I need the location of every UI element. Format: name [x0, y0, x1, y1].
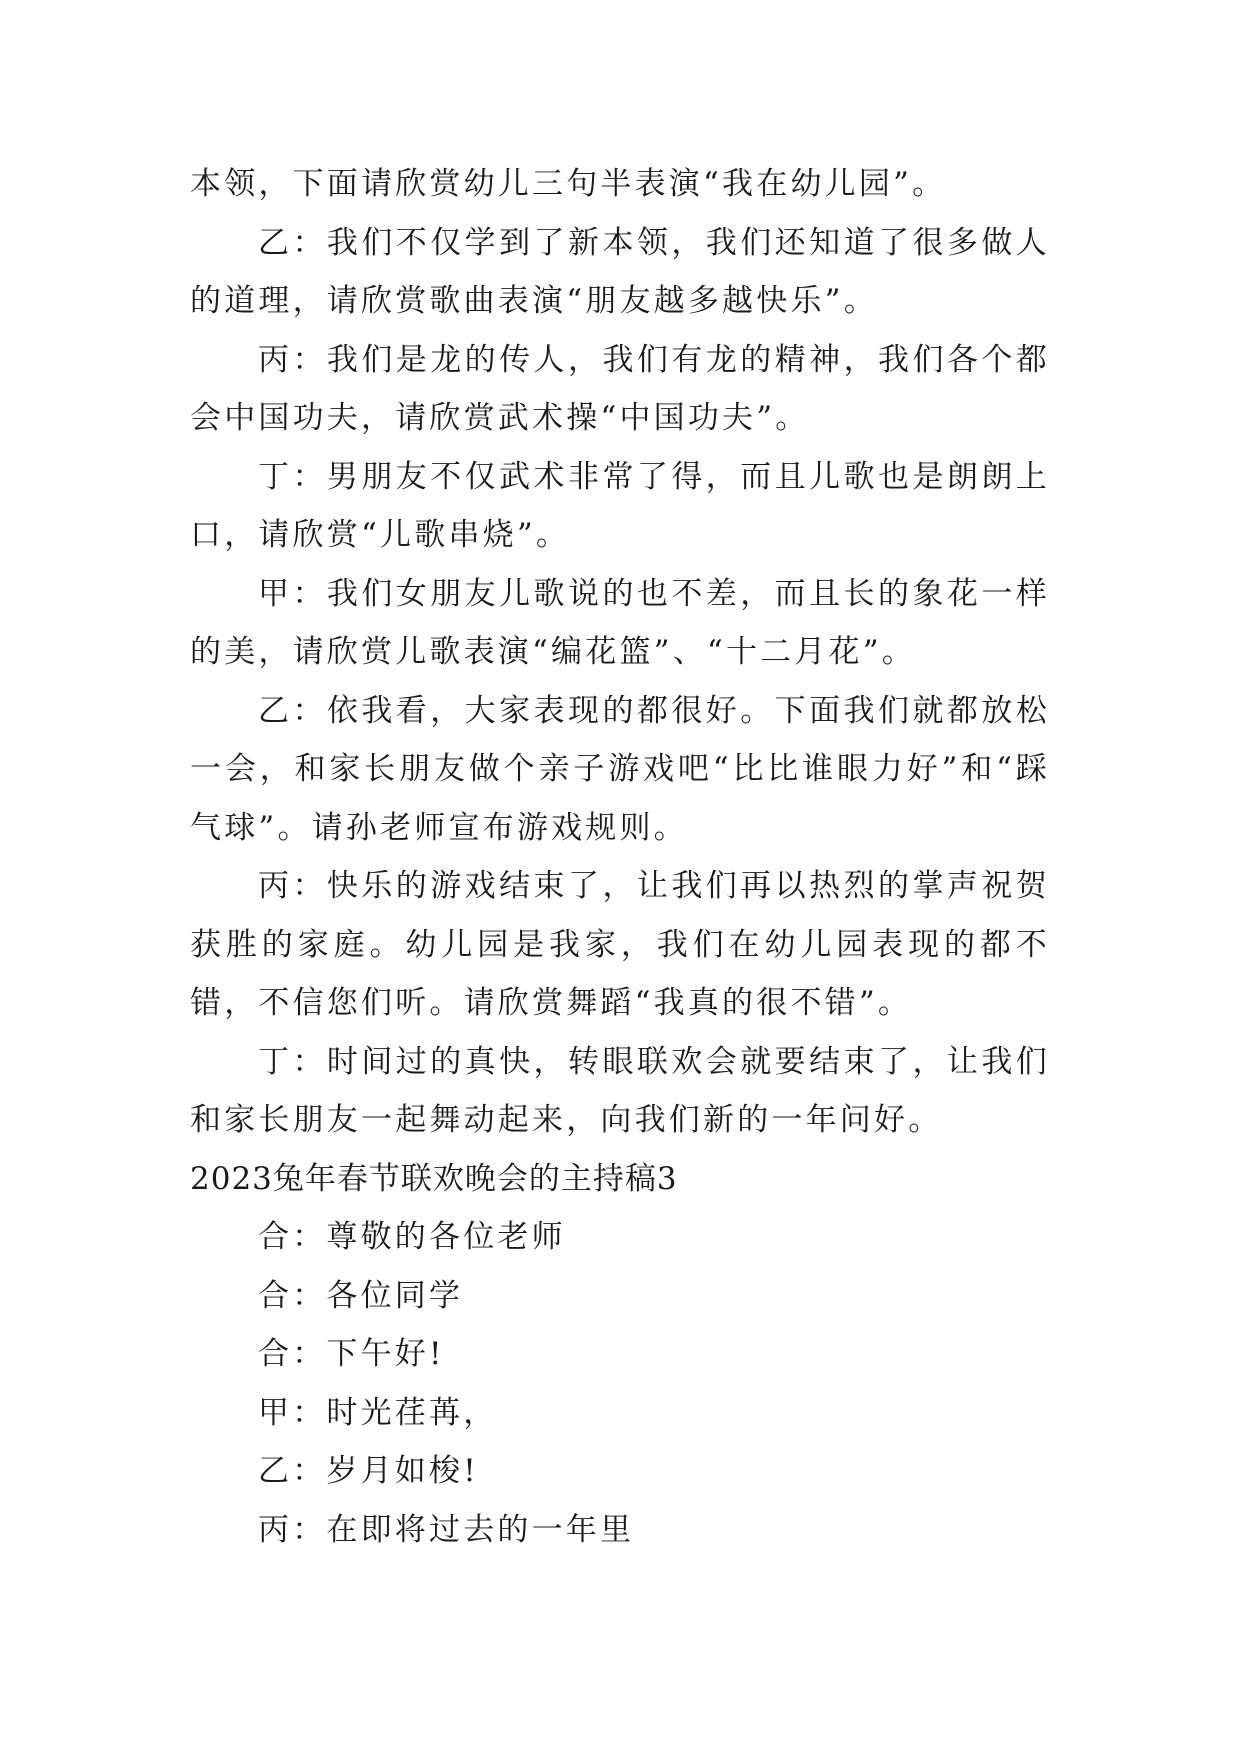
- script-line: 乙：岁月如梭!: [258, 1453, 479, 1489]
- paragraph: 丁：时间过的真快，转眼联欢会就要结束了，让我们和家长朋友一起舞动起来，向我们新的一年问好。: [190, 1043, 1050, 1138]
- section-heading: 2023兔年春节联欢晚会的主持稿3: [190, 1160, 678, 1197]
- script-line: 甲：时光荏苒，: [258, 1394, 498, 1431]
- paragraph-continuation: 本领，下面请欣赏幼儿三句半表演“我在幼儿园”。: [190, 166, 947, 202]
- paragraph: 乙：依我看，大家表现的都很好。下面我们就都放松一会，和家长朋友做个亲子游戏吧“比比谁眼力好”和“踩气球”。请孙老师宣布游戏规则。: [190, 692, 1050, 846]
- document-body: [190, 155, 1050, 1559]
- paragraph: 丙：快乐的游戏结束了，让我们再以热烈的掌声祝贺获胜的家庭。幼儿园是我家，我们在幼儿园表现的都不错，不信您们听。请欣赏舞蹈“我真的很不错”。: [190, 868, 1050, 1021]
- paragraph: 甲：我们女朋友儿歌说的也不差，而且长的象花一样的美，请欣赏儿歌表演“编花篮”、“十二月花”。: [190, 575, 1050, 670]
- script-line: 合：尊敬的各位老师: [258, 1219, 566, 1255]
- script-line: 合：各位同学: [258, 1277, 464, 1314]
- paragraph: 乙：我们不仅学到了新本领，我们还知道了很多做人的道理，请欣赏歌曲表演“朋友越多越快乐”。: [190, 224, 1050, 319]
- paragraph: 丁：男朋友不仅武术非常了得，而且儿歌也是朗朗上口，请欣赏“儿歌串烧”。: [190, 458, 1050, 553]
- script-line: 合：下午好!: [258, 1336, 445, 1372]
- script-line: 丙：在即将过去的一年里: [258, 1511, 635, 1548]
- paragraph: 丙：我们是龙的传人，我们有龙的精神，我们各个都会中国功夫，请欣赏武术操“中国功夫”。: [190, 341, 1050, 436]
